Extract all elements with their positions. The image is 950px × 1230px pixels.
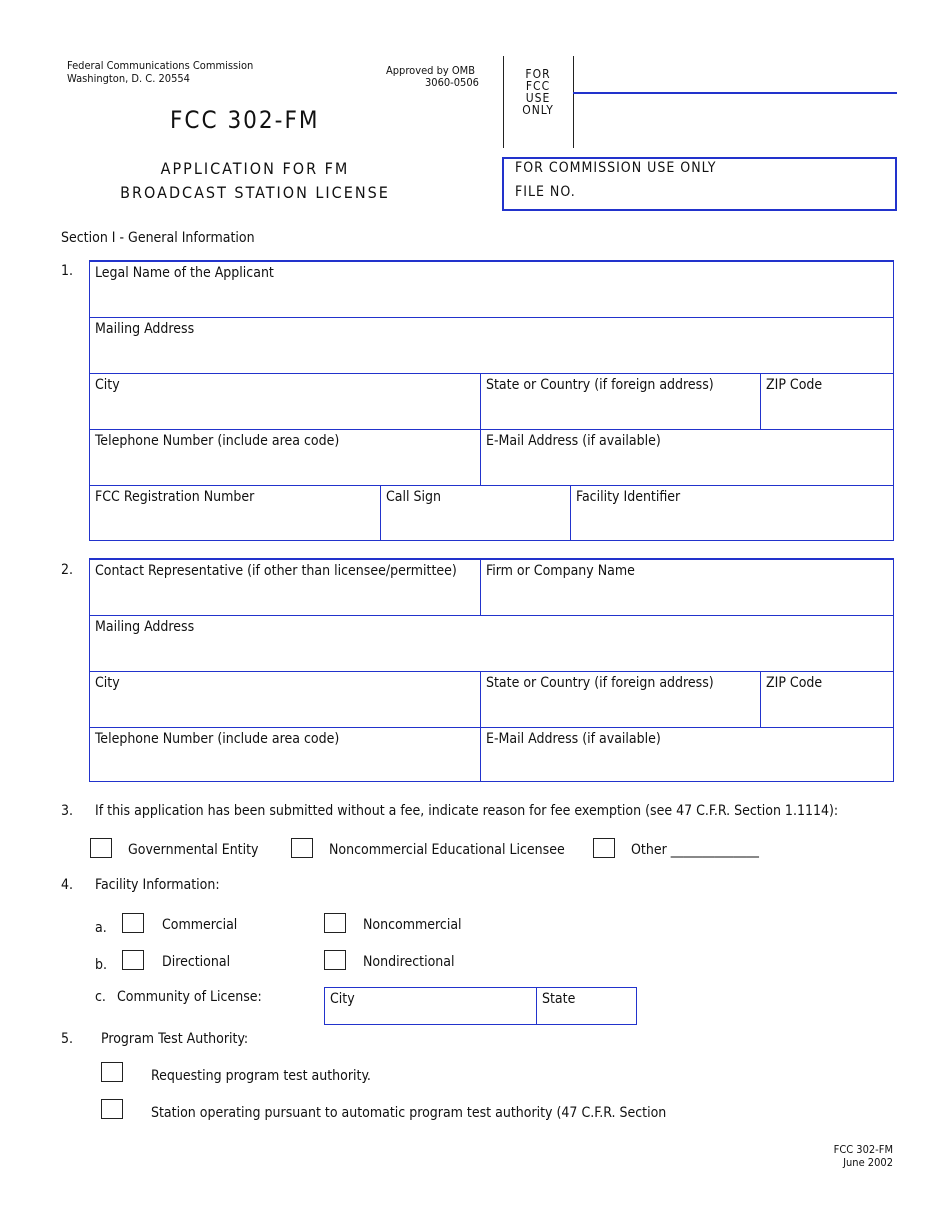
directional-label: Directional	[162, 954, 231, 970]
item-letter: b.	[95, 957, 107, 973]
commercial-label: Commercial	[162, 917, 238, 933]
community-label: Community of License:	[117, 989, 262, 1005]
community-grid	[324, 987, 637, 1025]
contact-rep-field[interactable]	[90, 560, 481, 616]
section-heading: Section I - General Information	[61, 230, 255, 246]
field-label: Telephone Number (include area code)	[95, 731, 340, 747]
field-label: Firm or Company Name	[486, 563, 635, 579]
omb-approval: Approved by OMB	[386, 64, 475, 77]
commercial-checkbox[interactable]	[122, 913, 144, 933]
field-label: Legal Name of the Applicant	[95, 265, 274, 281]
mailing-address-field[interactable]	[90, 318, 893, 374]
agency-address: Washington, D. C. 20554	[67, 72, 190, 85]
field-label: City	[95, 675, 120, 691]
community-state-field[interactable]	[537, 988, 636, 1024]
item-number: 5.	[61, 1031, 74, 1047]
noncommercial-checkbox[interactable]	[324, 913, 346, 933]
form-subtitle: APPLICATION FOR FM BROADCAST STATION LICENSE	[120, 159, 390, 202]
item-number: 2.	[61, 562, 74, 578]
requesting-pta-label: Requesting program test authority.	[151, 1068, 371, 1084]
item-letter: c.	[95, 989, 106, 1005]
item-number: 3.	[61, 803, 74, 819]
facility-id-field[interactable]	[571, 486, 893, 541]
file-no-label: FILE NO.	[515, 184, 576, 200]
nce-licensee-checkbox[interactable]	[291, 838, 313, 858]
contact-mailing-address-field[interactable]	[90, 616, 893, 672]
contact-email-field[interactable]	[481, 728, 893, 782]
governmental-entity-label: Governmental Entity	[128, 842, 259, 858]
item-number: 1.	[61, 263, 74, 279]
nondirectional-label: Nondirectional	[363, 954, 455, 970]
commission-use-box	[502, 157, 897, 211]
field-label: Mailing Address	[95, 321, 195, 337]
automatic-pta-label: Station operating pursuant to automatic program test authority (47 C.F.R. Section	[151, 1105, 667, 1121]
commission-use-label: FOR COMMISSION USE ONLY	[515, 160, 717, 176]
automatic-pta-checkbox[interactable]	[101, 1099, 123, 1119]
legal-name-field[interactable]	[90, 262, 893, 318]
field-label: E-Mail Address (if available)	[486, 731, 661, 747]
field-label: Contact Representative (if other than licensee/permittee)	[95, 563, 457, 579]
form-title: FCC 302-FM	[170, 106, 320, 134]
city-field[interactable]	[90, 374, 481, 430]
fee-exemption-text: If this application has been submitted without a fee, indicate reason for fee exemption (see 47 C.F.R. Section 1.1114):	[95, 803, 839, 819]
fcc-use-rule	[573, 92, 897, 94]
field-label: Call Sign	[386, 489, 441, 505]
field-label: State	[542, 991, 576, 1007]
facility-info-label: Facility Information:	[95, 877, 220, 893]
state-field[interactable]	[481, 374, 761, 430]
contact-zip-field[interactable]	[761, 672, 893, 728]
nce-licensee-label: Noncommercial Educational Licensee	[329, 842, 565, 858]
field-label: E-Mail Address (if available)	[486, 433, 661, 449]
field-label: Mailing Address	[95, 619, 195, 635]
community-city-field[interactable]	[325, 988, 537, 1024]
item-letter: a.	[95, 920, 107, 936]
field-label: FCC Registration Number	[95, 489, 255, 505]
requesting-pta-checkbox[interactable]	[101, 1062, 123, 1082]
field-label: Facility Identifier	[576, 489, 681, 505]
zip-field[interactable]	[761, 374, 893, 430]
item-number: 4.	[61, 877, 74, 893]
field-label: City	[330, 991, 355, 1007]
noncommercial-label: Noncommercial	[363, 917, 462, 933]
email-field[interactable]	[481, 430, 893, 486]
telephone-field[interactable]	[90, 430, 481, 486]
other-checkbox[interactable]	[593, 838, 615, 858]
contact-info-grid	[89, 558, 894, 782]
applicant-info-grid	[89, 260, 894, 541]
agency-name: Federal Communications Commission	[67, 59, 254, 72]
contact-state-field[interactable]	[481, 672, 761, 728]
field-label: Telephone Number (include area code)	[95, 433, 340, 449]
field-label: State or Country (if foreign address)	[486, 377, 714, 393]
nondirectional-checkbox[interactable]	[324, 950, 346, 970]
fcc-use-divider-2	[573, 56, 574, 148]
footer-date: June 2002	[843, 1156, 893, 1169]
field-label: State or Country (if foreign address)	[486, 675, 714, 691]
directional-checkbox[interactable]	[122, 950, 144, 970]
omb-number: 3060-0506	[425, 76, 479, 89]
footer-form: FCC 302-FM	[833, 1143, 893, 1156]
call-sign-field[interactable]	[381, 486, 571, 541]
other-label: Other ______________	[631, 842, 759, 858]
firm-name-field[interactable]	[481, 560, 893, 616]
program-test-label: Program Test Authority:	[101, 1031, 249, 1047]
contact-telephone-field[interactable]	[90, 728, 481, 782]
field-label: ZIP Code	[766, 377, 823, 393]
contact-city-field[interactable]	[90, 672, 481, 728]
governmental-entity-checkbox[interactable]	[90, 838, 112, 858]
fcc-use-only-label: FOR FCC USE ONLY	[522, 67, 554, 117]
field-label: City	[95, 377, 120, 393]
field-label: ZIP Code	[766, 675, 823, 691]
frn-field[interactable]	[90, 486, 381, 541]
